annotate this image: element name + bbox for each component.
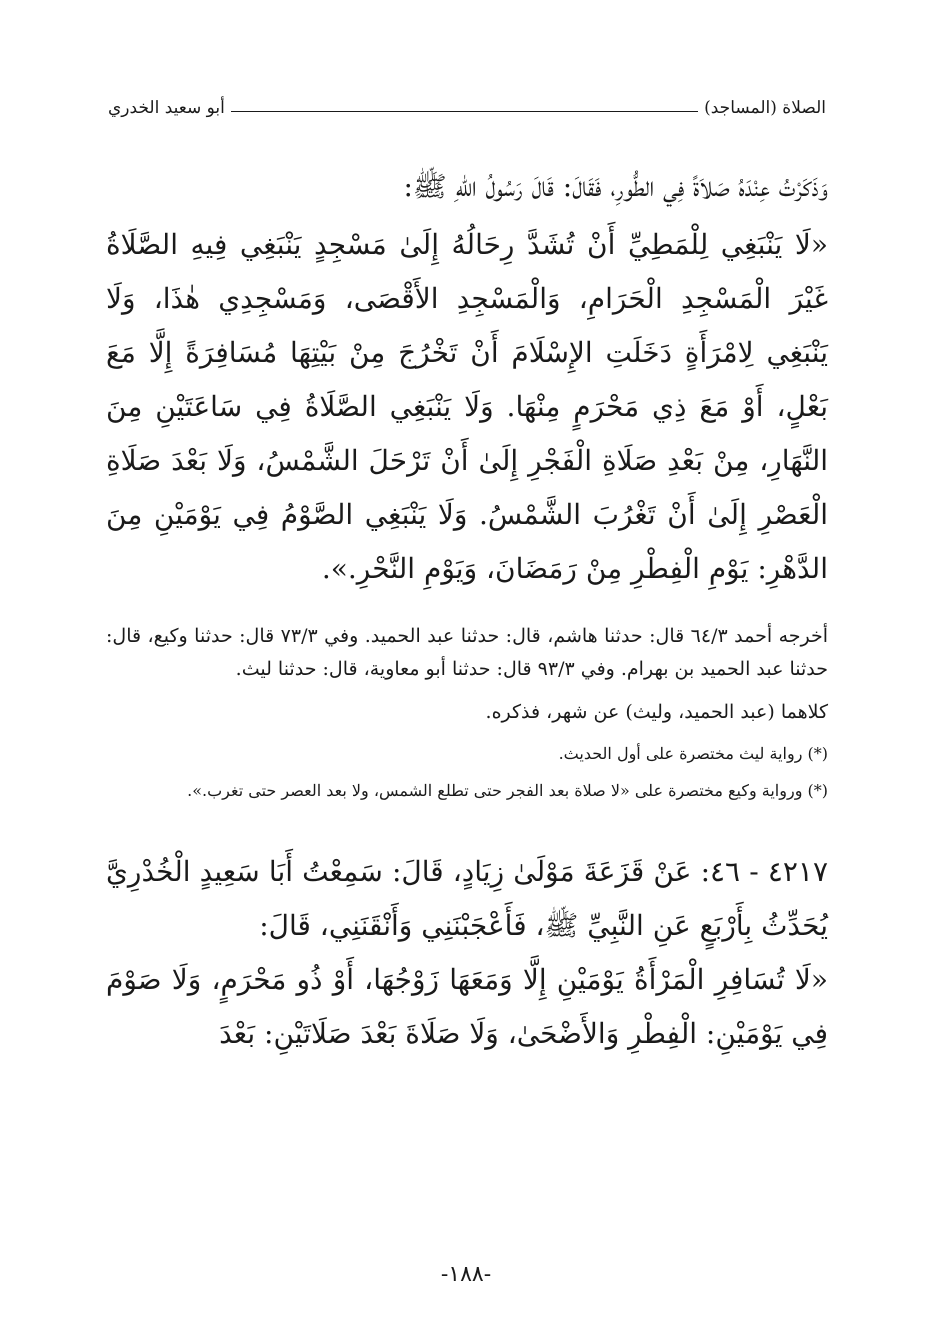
takhrij-1-summary: كلاهما (عبد الحميد، وليث) عن شهر، فذكره. bbox=[485, 701, 828, 723]
takhrij-1-text: أخرجه أحمد ٦٤/٣ قال: حدثنا هاشم، قال: حدثنا عبد الحميد. وفي ٧٣/٣ قال: حدثنا وكيع، قال: حدثنا عبد الحميد بن بهرام. وفي ٩٣/٣ قال: حدثنا أبو معاوية، قال: حدثنا ليث. bbox=[106, 625, 829, 680]
running-header bbox=[108, 90, 826, 118]
footnote-2: (*) ورواية وكيع مختصرة على «لا صلاة بعد الفجر حتى تطلع الشمس، ولا بعد العصر حتى تغرب.». bbox=[187, 781, 828, 800]
page-content bbox=[106, 160, 828, 1061]
footnote-1: (*) رواية ليث مختصرة على أول الحديث. bbox=[558, 744, 828, 763]
header-rule bbox=[231, 111, 698, 112]
hadith-2-intro: ٤٢١٧ - ٤٦: عَنْ قَزَعَةَ مَوْلَىٰ زِيَادٍ، قَالَ: سَمِعْتُ أَبَا سَعِيدٍ الْخُدْرِيَّ يُحَدِّثُ بِأَرْبَعٍ عَنِ النَّبِيِّ ﷺ، فَأَعْجَبْنَنِي وَأَنْقَنَنِي، قَالَ: bbox=[106, 855, 828, 942]
hadith-1-intro: وَذَكَرْتُ عِنْدَهُ صَلاَةً فِي الطُّورِ، فَقَالَ: قَالَ رَسُولُ اللّهِ ﷺ: bbox=[403, 170, 828, 203]
header-chapter: الصلاة (المساجد) bbox=[704, 98, 826, 118]
hadith-1-text: «لَا يَنْبَغِي لِلْمَطِيِّ أَنْ تُشَدَّ رِحَالُهُ إِلَىٰ مَسْجِدٍ يَنْبَغِي فِيهِ الصَّلَاةُ غَيْرَ الْمَسْجِدِ الْحَرَامِ، وَالْمَسْجِدِ الأَقْصَى، وَمَسْجِدِي هٰذَا، وَلَا يَنْبَغِي لِامْرَأَةٍ دَخَلَتِ الإِسْلَامَ أَنْ تَخْرُجَ مِنْ بَيْتِهَا مُسَافِرَةً إِلَّا مَعَ بَعْلٍ، أَوْ مَعَ ذِي مَحْرَمٍ مِنْهَا. وَلَا يَنْبَغِي الصَّلَاةُ فِي سَاعَتَيْنِ مِنَ النَّهَارِ، مِنْ بَعْدِ صَلَاةِ الْفَجْرِ إِلَىٰ أَنْ تَرْحَلَ الشَّمْسُ، وَلَا بَعْدَ صَلَاةِ الْعَصْرِ إِلَىٰ أَنْ تَغْرُبَ الشَّمْسُ. وَلَا يَنْبَغِي الصَّوْمُ فِي يَوْمَيْنِ مِنَ الدَّهْرِ: يَوْمِ الْفِطْرِ مِنْ رَمَضَانَ، وَيَوْمِ النَّحْرِ.». bbox=[106, 228, 829, 585]
page-number: -١٨٨- bbox=[440, 1262, 492, 1287]
hadith-2-text: «لَا تُسَافِرِ الْمَرْأَةُ يَوْمَيْنِ إِلَّا وَمَعَهَا زَوْجُهَا، أَوْ ذُو مَحْرَمٍ، وَلَا صَوْمَ فِي يَوْمَيْنِ: الْفِطْرِ وَالأَضْحَىٰ، وَلَا صَلَاةَ بَعْدَ صَلَاتَيْنِ: بَعْدَ bbox=[106, 963, 828, 1050]
header-narrator: أبو سعيد الخدري bbox=[108, 98, 225, 118]
